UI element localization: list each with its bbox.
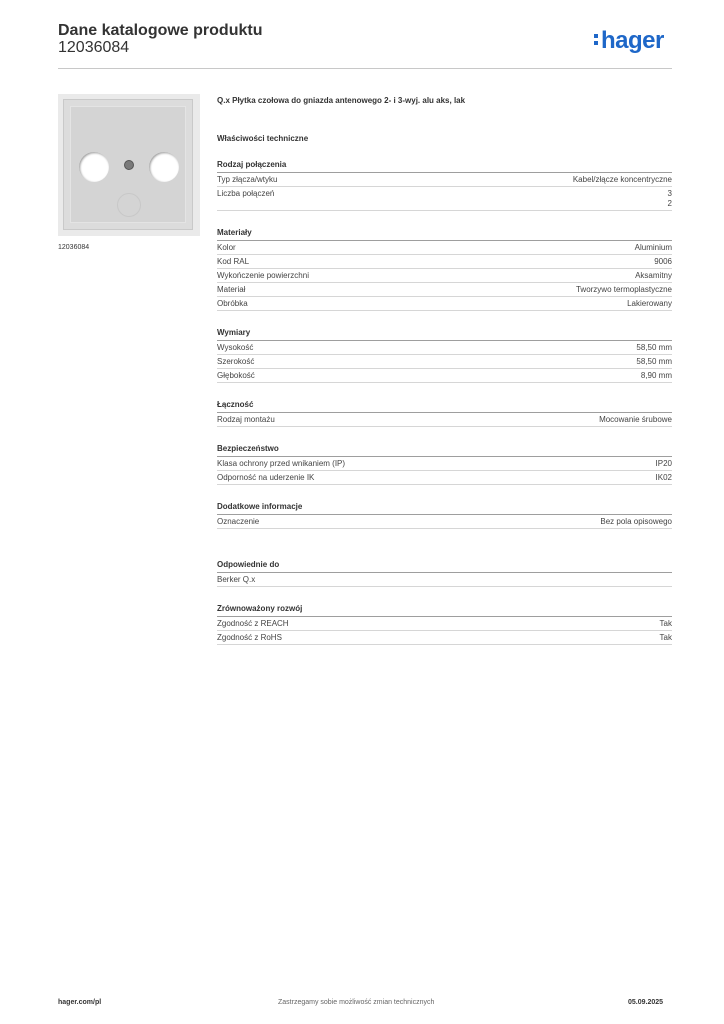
spec-value: 8,90 mm [640, 371, 672, 380]
spec-value: 9006 [654, 257, 672, 266]
spec-row [217, 573, 672, 587]
socket-hole-right [149, 152, 179, 182]
spec-value: IK02 [655, 473, 672, 482]
section-suitable-for [217, 560, 672, 587]
section-connectivity [217, 400, 672, 427]
spec-row [217, 369, 672, 383]
spec-label: Odporność na uderzenie IK [217, 473, 315, 482]
section-heading: Zrównoważony rozwój [217, 604, 672, 617]
spec-row [217, 515, 672, 529]
spec-label: Rodzaj montażu [217, 415, 275, 424]
section-materials [217, 228, 672, 311]
product-title: Q.x Płytka czołowa do gniazda antenowego 2- i 3-wyj. alu aks, lak [217, 96, 466, 105]
spec-row [217, 283, 672, 297]
spec-row [217, 173, 672, 187]
technical-properties-title: Właściwości techniczne [217, 134, 309, 143]
section-heading: Materiały [217, 228, 672, 241]
spec-row [217, 297, 672, 311]
spec-value: Lakierowany [627, 299, 672, 308]
spec-row [217, 631, 672, 645]
spec-row [217, 241, 672, 255]
cover-plate [63, 99, 193, 230]
spec-value: Bez pola opisowego [600, 517, 672, 526]
section-dimensions [217, 328, 672, 383]
spec-row [217, 413, 672, 427]
embossed-mark-icon [117, 193, 141, 217]
spec-label: Kod RAL [217, 257, 250, 266]
spec-value: 58,50 mm [636, 357, 672, 366]
spec-value: Tworzywo termoplastyczne [575, 285, 672, 294]
footer-disclaimer: Zastrzegamy sobie możliwość zmian technicznych [278, 999, 435, 1006]
spec-label: Zgodność z REACH [217, 619, 289, 628]
spec-value-line: 3 [667, 189, 672, 198]
screw-icon [124, 160, 134, 170]
spec-label: Liczba połączeń [217, 189, 275, 198]
product-image [58, 94, 200, 236]
spec-row [217, 617, 672, 631]
section-safety [217, 444, 672, 485]
spec-value: 58,50 mm [636, 343, 672, 352]
spec-row [217, 255, 672, 269]
section-heading: Rodzaj połączenia [217, 160, 672, 173]
spec-label: Głębokość [217, 371, 255, 380]
cover-plate-inner [70, 106, 186, 223]
document-title: Dane katalogowe produktu [58, 22, 263, 39]
spec-row [217, 341, 672, 355]
product-number: 12036084 [58, 39, 130, 56]
spec-value: Mocowanie śrubowe [599, 415, 672, 424]
spec-label: Oznaczenie [217, 517, 260, 526]
logo-colon-icon [594, 31, 598, 48]
spec-value: IP20 [655, 459, 672, 468]
spec-row [217, 269, 672, 283]
section-heading: Wymiary [217, 328, 672, 341]
spec-value: Kabel/złącze koncentryczne [572, 175, 672, 184]
spec-value: Tak [659, 633, 672, 642]
logo-text: hager [601, 27, 664, 54]
image-caption: 12036084 [58, 244, 90, 251]
spec-row [217, 355, 672, 369]
footer-date: 05.09.2025 [628, 999, 664, 1006]
spec-row [217, 187, 672, 211]
spec-label: Berker Q.x [217, 575, 256, 584]
spec-label: Klasa ochrony przed wnikaniem (IP) [217, 459, 346, 468]
spec-value: Aksamitny [635, 271, 672, 280]
section-connection-type [217, 160, 672, 211]
spec-value-line: 2 [667, 199, 672, 208]
product-details [217, 96, 672, 645]
spec-label: Szerokość [217, 357, 255, 366]
spec-label: Wysokość [217, 343, 254, 352]
section-heading: Odpowiednie do [217, 560, 672, 573]
section-heading: Dodatkowe informacje [217, 502, 672, 515]
spec-label: Typ złącza/wtyku [217, 175, 278, 184]
spec-label: Obróbka [217, 299, 248, 308]
section-heading: Bezpieczeństwo [217, 444, 672, 457]
spec-label: Kolor [217, 243, 236, 252]
section-sustainability [217, 604, 672, 645]
section-heading: Łączność [217, 400, 672, 413]
spec-label: Materiał [217, 285, 246, 294]
spec-row [217, 457, 672, 471]
socket-hole-left [79, 152, 109, 182]
header-divider [58, 68, 672, 69]
spec-label: Zgodność z RoHS [217, 633, 282, 642]
spec-value [668, 189, 672, 209]
spec-value: Aluminium [634, 243, 672, 252]
footer-website-link[interactable]: hager.com/pl [58, 999, 102, 1006]
spec-row [217, 471, 672, 485]
section-additional-info [217, 502, 672, 529]
spec-value: Tak [659, 619, 672, 628]
hager-logo [594, 27, 664, 55]
spec-label: Wykończenie powierzchni [217, 271, 309, 280]
